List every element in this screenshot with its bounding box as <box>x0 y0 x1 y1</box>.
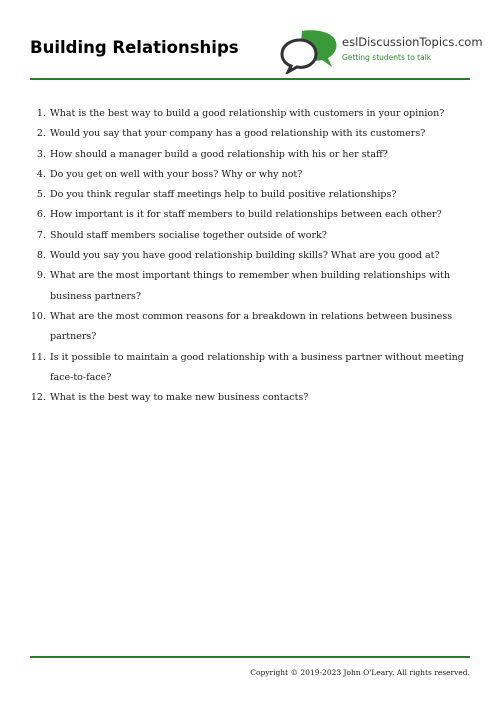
question-number: 3. <box>36 148 46 160</box>
question-text: Would you say that your company has a good relationship with its customers? <box>50 128 426 140</box>
question-item <box>30 165 470 185</box>
site-logo[interactable] <box>280 28 483 74</box>
question-number: 1. <box>36 108 46 119</box>
question-text: Should staff members socialise together outside of work? <box>50 229 327 241</box>
question-text: Do you think regular staff meetings help to build positive relationships? <box>50 189 397 201</box>
question-number: 8. <box>36 250 46 262</box>
question-number: 5. <box>36 189 46 201</box>
question-text: What are the most common reasons for a breakdown in relations between business partners? <box>50 310 453 343</box>
question-text: Do you get on well with your boss? Why or why not? <box>50 168 303 180</box>
logo-tagline: Getting students to talk <box>342 53 432 62</box>
question-number: 10. <box>30 310 46 322</box>
question-item <box>30 124 470 144</box>
speech-bubbles-icon <box>280 28 342 74</box>
question-item <box>30 348 470 389</box>
question-list <box>30 104 470 408</box>
question-number: 12. <box>30 392 46 404</box>
question-text: How should a manager build a good relationship with his or her staff? <box>50 148 388 160</box>
question-item <box>30 104 470 124</box>
question-number: 7. <box>36 229 46 241</box>
question-item <box>30 246 470 266</box>
question-item <box>30 185 470 205</box>
question-item <box>30 205 470 225</box>
question-text: Would you say you have good relationship building skills? What are you good at? <box>50 250 440 262</box>
question-text: How important is it for staff members to build relationships between each other? <box>50 209 442 221</box>
question-item <box>30 145 470 165</box>
question-text: What are the most important things to remember when building relationships with business partners? <box>50 270 451 302</box>
question-number: 2. <box>36 128 46 140</box>
question-item <box>30 307 470 348</box>
question-item <box>30 226 470 246</box>
question-number: 11. <box>30 351 46 363</box>
footer-divider <box>30 656 470 658</box>
question-number: 9. <box>36 270 46 282</box>
logo-site-name: eslDiscussionTopics.com <box>342 35 483 49</box>
page-title: Building Relationships <box>30 38 239 57</box>
header-divider <box>30 78 470 80</box>
question-number: 4. <box>36 168 46 180</box>
copyright-notice: Copyright © 2019-2023 John O'Leary. All rights reserved. <box>250 668 470 677</box>
question-text: What is the best way to make new business contacts? <box>50 392 309 404</box>
question-text: What is the best way to build a good relationship with customers in your opinion? <box>50 108 445 119</box>
question-item <box>30 388 470 408</box>
question-number: 6. <box>36 209 46 221</box>
question-text: Is it possible to maintain a good relationship with a business partner without meeting face-to-face? <box>50 351 464 383</box>
question-item <box>30 266 470 307</box>
